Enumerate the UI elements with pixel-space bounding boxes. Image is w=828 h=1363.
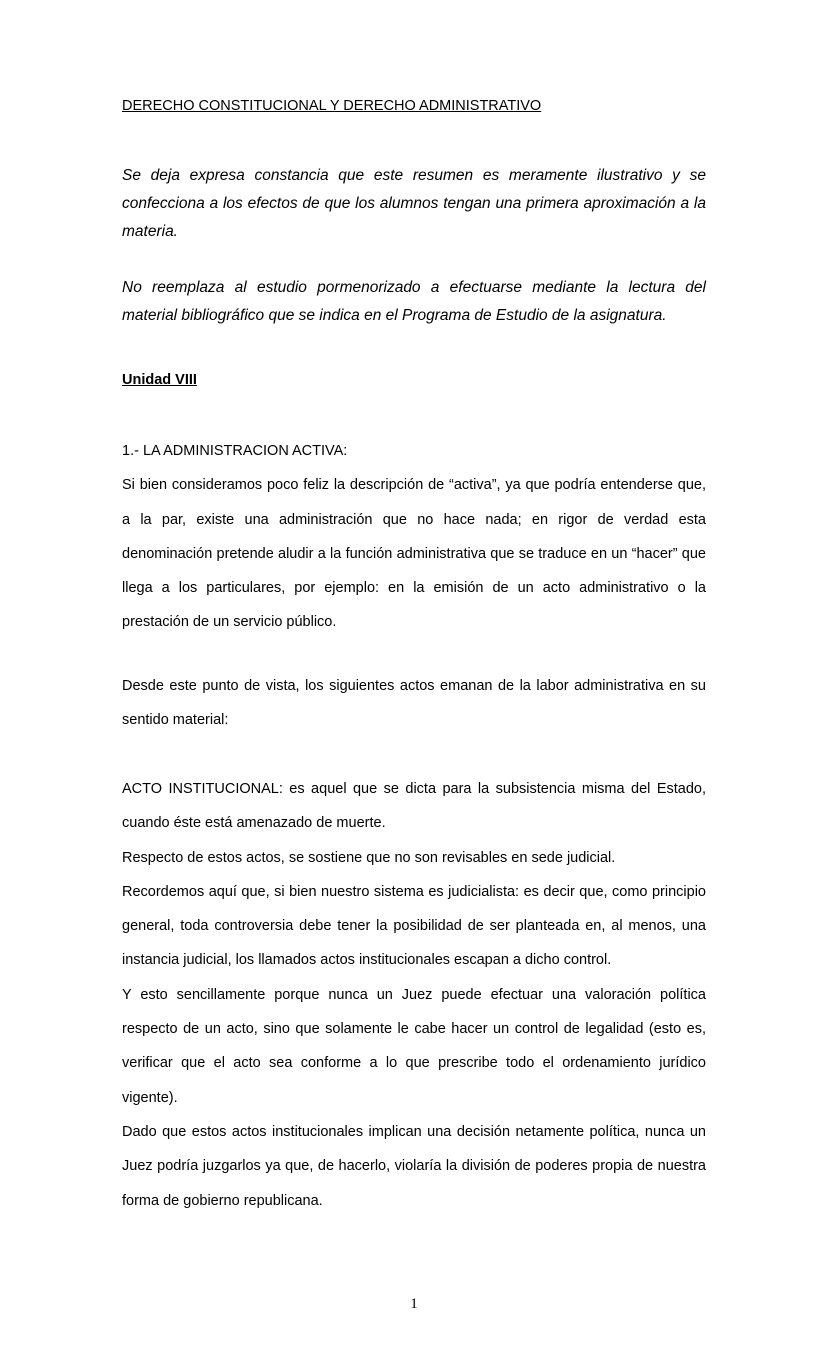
section-heading: 1.- LA ADMINISTRACION ACTIVA: [122, 443, 348, 459]
page-number: 1 [410, 1296, 418, 1312]
section-active-administration [122, 434, 706, 640]
judicial-system-paragraph: Recordemos aquí que, si bien nuestro sistema es judicialista: es decir que, como principio general, toda controversia debe tener la posibilidad de ser planteada en, al menos, una instancia judicial, los llamados actos institucionales escapan a dicho control. [122, 883, 706, 969]
document-title: DERECHO CONSTITUCIONAL Y DERECHO ADMINISTRATIVO [122, 98, 542, 114]
unit-heading: Unidad VIII [122, 372, 197, 388]
viewpoint-paragraph: Desde este punto de vista, los siguientes actos emanan de la labor administrativa en su sentido material: [122, 678, 706, 729]
institutional-act-review: Respecto de estos actos, se sostiene que no son revisables en sede judicial. [122, 849, 616, 866]
institutional-act-definition: ACTO INSTITUCIONAL: es aquel que se dicta para la subsistencia misma del Estado, cuando éste está amenazado de muerte. [122, 781, 706, 832]
disclaimer-paragraph: No reemplaza al estudio pormenorizado a efectuarse mediante la lectura del material bibliográfico que se indica en el Programa de Estudio de la asignatura. [122, 279, 706, 324]
political-decision-paragraph: Dado que estos actos institucionales implican una decisión netamente política, nunca un Juez podría juzgarlos ya que, de hacerlo, violaría la división de poderes propia de nuestra forma de gobierno republicana. [122, 1123, 706, 1209]
section-intro-paragraph: Si bien consideramos poco feliz la descripción de “activa”, ya que podría entenderse que, a la par, existe una administración que no hace nada; en rigor de verdad esta denominación pretende aludir a la función administrativa que se traduce en un “hacer” que llega a los particulares, por ejemplo: en la emisión de un acto administrativo o la prestación de un servicio público. [122, 477, 706, 631]
judicial-reason-paragraph: Y esto sencillamente porque nunca un Juez puede efectuar una valoración política respecto de un acto, sino que solamente le cabe hacer un control de legalidad (esto es, verificar que el acto sea conforme a lo que prescribe todo el ordenamiento jurídico vigente). [122, 986, 706, 1106]
institutional-act-section [122, 772, 706, 1218]
disclaimer-paragraph: Se deja expresa constancia que este resumen es meramente ilustrativo y se confecciona a los efectos de que los alumnos tengan una primera aproximación a la materia. [122, 167, 706, 240]
